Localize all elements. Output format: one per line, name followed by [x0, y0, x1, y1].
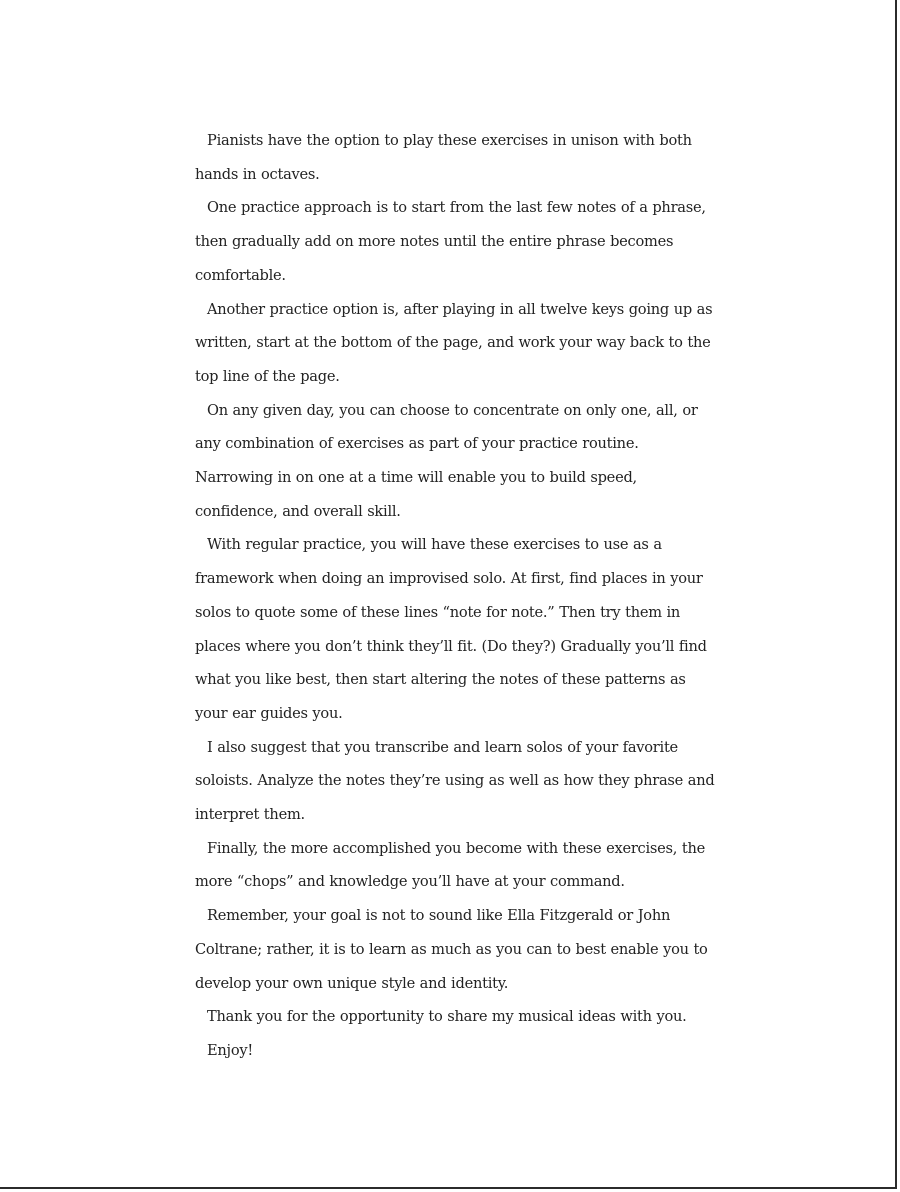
paragraph-daily-focus: On any given day, you can choose to concentrate on only one, all, or any combination of exercises as part of your practice routine. Narrowing in on one at a time will enable you to build speed, confidence, and overall skill. — [195, 401, 698, 520]
paragraph-improvised-solo: With regular practice, you will have these exercises to use as a framework when doing an improvised solo. At first, find places in your solos to quote some of these lines “note for note.” Then try them in places where you don’t think they’ll fit. (Do they?) Gradually you’ll find what you like best, then start altering the notes of these patterns as your ear guides you. — [195, 536, 707, 722]
paragraph-practice-approach: One practice approach is to start from the last few notes of a phrase, then gradually add on more notes until the entire phrase becomes comfortable. — [195, 199, 706, 284]
paragraph-unison: Pianists have the option to play these exercises in unison with both hands in octaves. — [195, 132, 692, 183]
paragraph-enjoy: Enjoy! — [207, 1041, 253, 1059]
paragraph-finally: Finally, the more accomplished you become with these exercises, the more “chops” and knowledge you’ll have at your command. — [195, 839, 705, 891]
paragraph-transcribe: I also suggest that you transcribe and learn solos of your favorite soloists. Analyze the notes they’re using as well as how they phrase and interpret them. — [195, 738, 715, 824]
body-text — [195, 124, 715, 1068]
paragraph-remember: Remember, your goal is not to sound like Ella Fitzgerald or John Coltrane; rather, it is to learn as much as you can to best enable you to develop your own unique style and identity. — [195, 907, 708, 992]
paragraph-thank-you: Thank you for the opportunity to share my musical ideas with you. — [207, 1008, 687, 1026]
paragraph-practice-option: Another practice option is, after playing in all twelve keys going up as written, start at the bottom of the page, and work your way back to the top line of the page. — [195, 300, 713, 385]
